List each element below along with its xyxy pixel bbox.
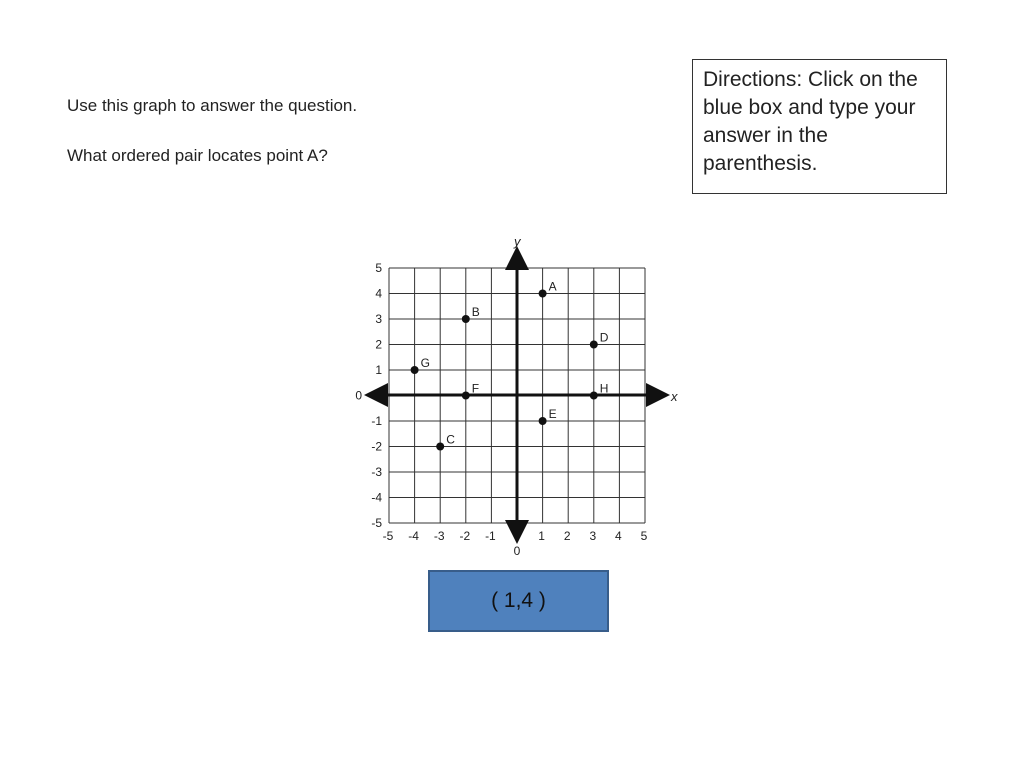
point-marker-f xyxy=(462,392,470,400)
y-tick-label: -5 xyxy=(371,516,382,530)
y-tick-label: -4 xyxy=(371,490,382,505)
x-tick-label: 5 xyxy=(640,529,648,543)
point-marker-d xyxy=(590,341,598,349)
point-label-h: H xyxy=(599,381,609,396)
point-marker-a xyxy=(539,290,547,298)
point-label-f: F xyxy=(471,381,480,396)
y-tick-label: -3 xyxy=(371,465,382,479)
y-tick-label: 5 xyxy=(375,261,382,275)
x-tick-label: 4 xyxy=(615,529,622,543)
x-tick-label: -5 xyxy=(382,529,394,543)
y-tick-label: 1 xyxy=(375,363,382,377)
x-tick-label: -4 xyxy=(408,529,419,543)
question-line-1: Use this graph to answer the question. xyxy=(67,96,358,115)
x-tick-label: 0 xyxy=(513,544,521,558)
y-tick-label: 3 xyxy=(375,312,382,326)
point-label-e: E xyxy=(548,407,557,421)
point-marker-g xyxy=(411,366,419,374)
x-tick-label: -3 xyxy=(433,529,445,543)
directions-text: Directions: Click on the blue box and type your answer in the parenthesis. xyxy=(703,68,918,175)
x-tick-label: 1 xyxy=(538,529,545,543)
x-tick-label: -2 xyxy=(459,529,471,543)
question-line-2: What ordered pair locates point A? xyxy=(67,146,328,166)
x-tick-label: -1 xyxy=(485,529,496,543)
point-label-c: C xyxy=(446,432,455,447)
point-marker-c xyxy=(436,443,444,451)
x-tick-label: 2 xyxy=(563,529,571,543)
point-marker-e xyxy=(539,417,547,425)
y-tick-label: 4 xyxy=(375,286,382,301)
point-label-g: G xyxy=(420,356,430,370)
point-label-d: D xyxy=(599,330,609,345)
y-axis-label: y xyxy=(514,234,521,249)
x-axis-label: x xyxy=(671,389,678,404)
x-tick-label: 3 xyxy=(589,529,597,543)
point-marker-h xyxy=(590,392,598,400)
point-marker-b xyxy=(462,315,470,323)
y-tick-label: -1 xyxy=(371,414,382,428)
point-label-b: B xyxy=(471,305,480,319)
y-tick-label: 0 xyxy=(355,388,362,403)
answer-input-box[interactable] xyxy=(428,570,609,632)
y-tick-label: 2 xyxy=(375,337,382,352)
point-label-a: A xyxy=(548,279,557,294)
answer-text: ( 1,4 ) xyxy=(491,589,546,612)
y-tick-label: -2 xyxy=(371,439,382,454)
